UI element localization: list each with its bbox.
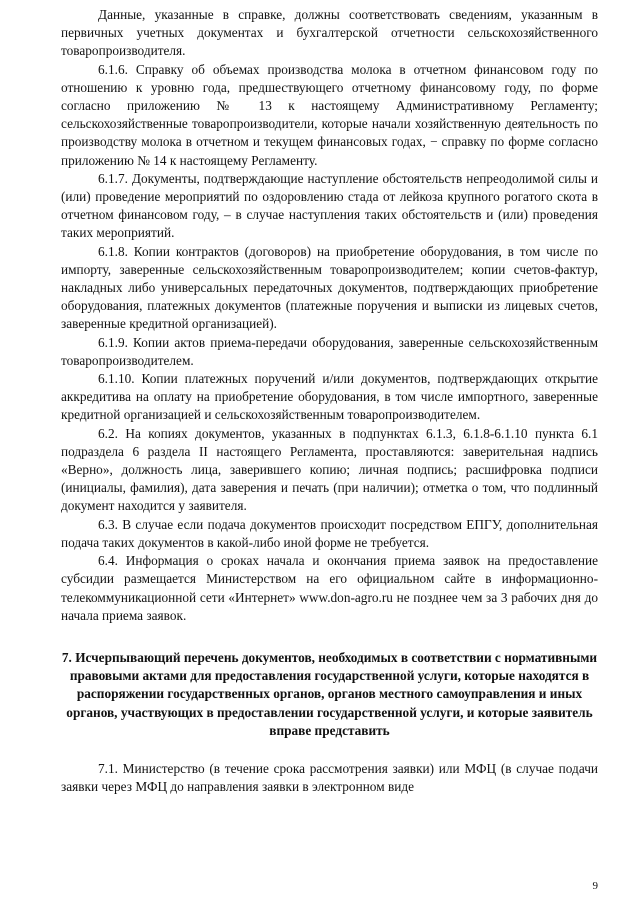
paragraph-6-2: 6.2. На копиях документов, указанных в подпунктах 6.1.3, 6.1.8-6.1.10 пункта 6.1 подраздела 6 раздела II настоящего Регламента, проставляются: заверительная надпись «Верно», должность лица, заверившего копию; личная подпись; расшифровка подписи (инициалы, фамилия), дата заверения и печать (при наличии); отметка о том, что подлинный документ находится у заявителя.: [61, 425, 598, 514]
paragraph-6-1-7: 6.1.7. Документы, подтверждающие наступление обстоятельств непреодолимой силы и (или) проведение мероприятий по оздоровлению стада от лейкоза крупного рогатого скота в отчетном финансовом году, – в случае наступления таких обстоятельств и (или) проведения таких мероприятий.: [61, 170, 598, 241]
paragraph-6-1-9: 6.1.9. Копии актов приема-передачи оборудования, заверенные сельскохозяйственным товаропроизводителем.: [61, 334, 598, 368]
paragraph-6-1-8: 6.1.8. Копии контрактов (договоров) на приобретение оборудования, в том числе по импорту, заверенные сельскохозяйственным товаропроизводителем; копии счетов-фактур, накладных либо универсальных передаточных документов, подтверждающих приобретение оборудования, платежных документов (платежные поручения и выписки из лицевых счетов, заверенные кредитной организацией).: [61, 243, 598, 332]
paragraph-data-consistency: Данные, указанные в справке, должны соответствовать сведениям, указанным в первичных учетных документах и бухгалтерской отчетности сельскохозяйственного товаропроизводителя.: [61, 7, 598, 59]
paragraph-6-1-6: 6.1.6. Справку об объемах производства молока в отчетном финансовом году по отношению к уровню года, предшествующего отчетному финансовому году, по форме согласно приложению № 13 к настоящему Административному Регламенту; сельскохозяйственные товаропроизводители, которые начали хозяйственную деятельность по производству молока в отчетном и текущем финансовых годах, − справку по форме согласно приложению № 14 к настоящему Регламенту.: [61, 61, 598, 168]
section-7-heading: 7. Исчерпывающий перечень документов, необходимых в соответствии с нормативными правовыми актами для предоставления государственной услуги, которые находятся в распоряжении государственных органов, органов местного самоуправления и иных органов, участвующих в предоставлении государственной услуги, и которые заявитель вправе представить: [61, 649, 598, 738]
document-page: [61, 6, 598, 796]
paragraph-6-1-10: 6.1.10. Копии платежных поручений и/или документов, подтверждающих открытие аккредитива на оплату на приобретение оборудования, в том числе импортного, заверенные кредитной организацией и сельскохозяйственным товаропроизводителем.: [61, 371, 598, 423]
paragraph-7-1: 7.1. Министерство (в течение срока рассмотрения заявки) или МФЦ (в случае подачи заявки через МФЦ до направления заявки в электронном виде: [61, 760, 598, 795]
paragraph-6-3: 6.3. В случае если подача документов происходит посредством ЕПГУ, дополнительная подача таких документов в какой-либо иной форме не требуется.: [61, 516, 598, 550]
paragraph-6-4: 6.4. Информация о сроках начала и окончания приема заявок на предоставление субсидии размещается Министерством на его официальном сайте в информационно-телекоммуникационной сети «Интернет» www.don-agro.ru не позднее чем за 3 рабочих дня до начала приема заявок.: [61, 553, 598, 623]
page-number: 9: [592, 880, 598, 892]
